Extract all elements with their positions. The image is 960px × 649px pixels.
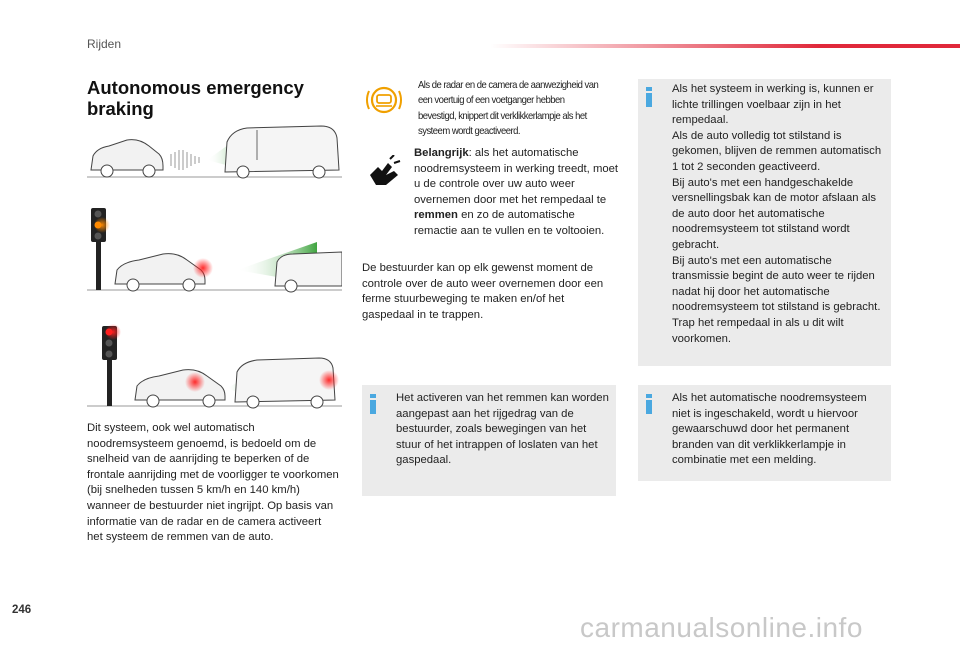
info-box-braking-adjust — [362, 385, 616, 496]
warning-lamp-text: Als de radar en de camera de aanwezigheid van een voertuig of een voetganger hebben bevestigd, knippert dit verklikkerlampje als het systeem wordt geactiveerd. — [418, 80, 599, 138]
info-icon — [370, 394, 376, 414]
warning-lamp-icon — [364, 85, 404, 115]
illustration-radar-van — [87, 120, 342, 182]
watermark: carmanualsonline.info — [580, 612, 863, 643]
important-paragraph — [414, 146, 620, 240]
info-icon — [646, 394, 652, 414]
illustration-traffic-light-1 — [87, 204, 342, 296]
traffic-light-1-drawing — [87, 204, 342, 296]
header-accent-bar — [490, 44, 960, 48]
illustration-traffic-light-2 — [87, 322, 342, 410]
intro-paragraph: Dit systeem, ook wel automatisch noodremsysteem genoemd, is bedoeld om de snelheid van de aanrijding te beperken of de frontale aanrijding met de voorligger te voorkomen (bij snelheden tussen 5 km/h en 140 km/h) wanneer de bestuurder niet ingrijpt. Op basis van informatie van de radar en de camera activeert het systeem de remmen van de auto. — [87, 422, 339, 544]
driver-control-paragraph: De bestuurder kan op elk gewenst moment de controle over de auto weer overnemen door een ferme stuurbeweging te maken en/of het gaspedaal in te trappen. — [362, 262, 604, 321]
info-box-system-disabled — [638, 385, 891, 481]
page-title: Autonomous emergency braking — [87, 77, 304, 119]
important-bold: remmen — [414, 209, 458, 222]
info-box-system-active — [638, 79, 891, 366]
page-number: 246 — [12, 604, 32, 616]
info-icon — [646, 87, 652, 107]
info-box-system-disabled-text: Als het automatische noodremsysteem niet is ingeschakeld, wordt u hiervoor gewaarschuwd door het permanent branden van dit verklikkerlampje in combinatie met een melding. — [672, 392, 867, 467]
important-text-2: en zo de automatische remactie aan te vullen en te voltooien. — [414, 209, 605, 237]
radar-van-drawing — [87, 120, 342, 182]
section-label: Rijden — [87, 37, 122, 51]
important-text-1: : als het automatische noodremsysteem in werking treedt, moet u de controle over uw auto weer overnemen door met het rempedaal te — [414, 147, 619, 206]
hand-attention-icon — [364, 155, 404, 191]
traffic-light-2-drawing — [87, 322, 342, 410]
important-label: Belangrijk — [414, 147, 469, 159]
info-box-braking-adjust-text: Het activeren van het remmen kan worden aangepast aan het rijgedrag van de bestuurder, zoals bewegingen van het stuur of het intrappen of loslaten van het gaspedaal. — [396, 392, 609, 467]
info-box-system-active-text: Als het systeem in werking is, kunnen er lichte trillingen voelbaar zijn in het rempedaal. Als de auto volledig tot stilstand is gekomen, blijven de remmen automatisch 1 tot 2 seconden geactiveerd. Bij auto's met een handgeschakelde versnellingsbak kan de motor afslaan als de auto door het automatische noodremsysteem tot stilstand wordt gebracht. Bij auto's met een automatische transmissie begint de auto weer te rijden nadat hij door het automatische noodremsysteem tot stilstand is gebracht. Trap het rempedaal in als u dit wilt voorkomen. — [672, 83, 882, 345]
